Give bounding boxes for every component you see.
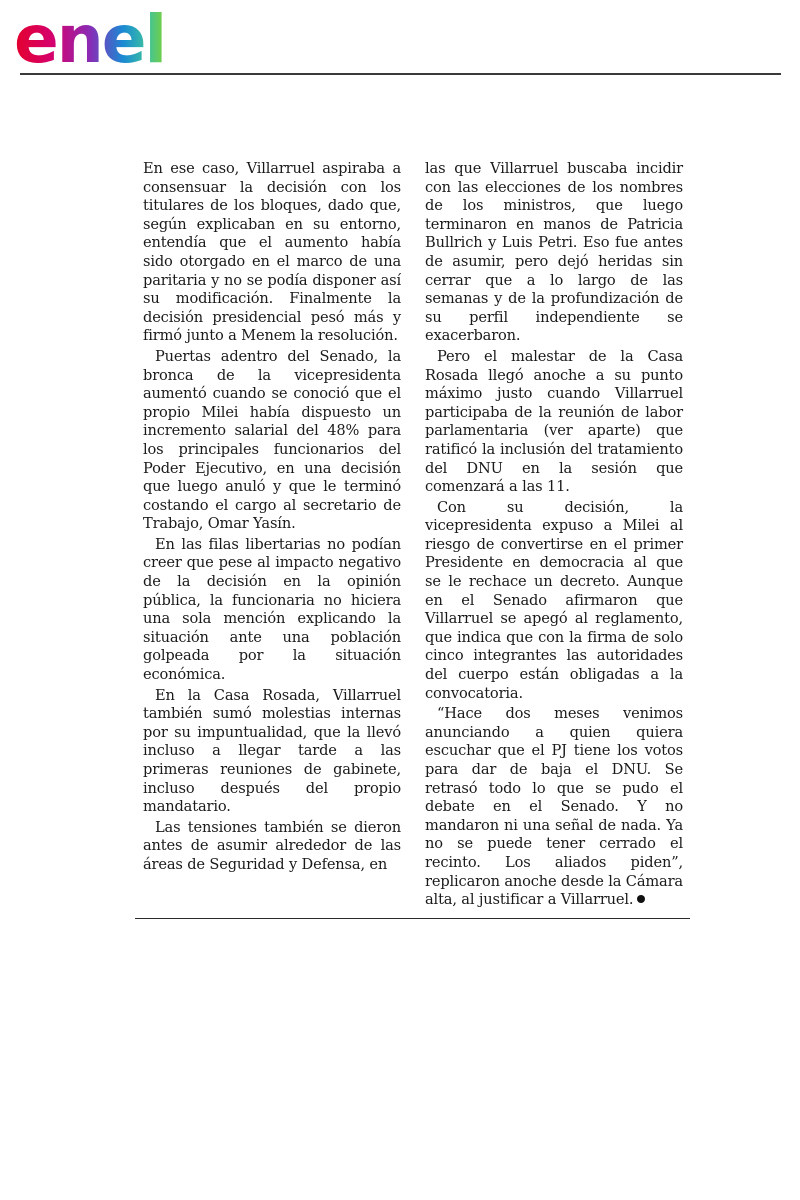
paragraph: Puertas adentro del Senado, la bronca de la vicepresidenta aumentó cuando se conoció que el propio Milei había dispuesto un incremento salarial del 48% para los principales funcionarios del Poder Ejecutivo, en una decisión que luego anuló y que le terminó costando el cargo al secretario de Trabajo, Omar Yasín. [143, 347, 401, 533]
article-body [143, 160, 683, 910]
article-column-left [143, 160, 401, 910]
paragraph: Las tensiones también se dieron antes de asumir alrededor de las áreas de Seguridad y Defensa, en [143, 818, 401, 873]
logo-text: enel [14, 2, 166, 70]
end-of-article-icon [637, 895, 645, 903]
article-column-right [425, 160, 683, 910]
paragraph: En las filas libertarias no podían creer que pese al impacto negativo de la decisión en la opinión pública, la funcionaria no hiciera una sola mención explicando la situación ante una población golpeada por la situación económica. [143, 535, 401, 684]
paragraph: En la Casa Rosada, Villarruel también sumó molestias internas por su impuntualidad, que la llevó incluso a llegar tarde a las primeras reuniones de gabinete, incluso después del propio mandatario. [143, 686, 401, 816]
paragraph: Pero el malestar de la Casa Rosada llegó anoche a su punto máximo justo cuando Villarruel participaba de la reunión de labor parlamentaria (ver aparte) que ratificó la inclusión del tratamiento del DNU en la sesión que comenzará a las 11. [425, 347, 683, 496]
paragraph: las que Villarruel buscaba incidir con las elecciones de los nombres de los ministros, que luego terminaron en manos de Patricia Bullrich y Luis Petri. Eso fue antes de asumir, pero dejó heridas sin cerrar que a lo largo de las semanas y de la profundización de su perfil independiente se exacerbaron. [425, 160, 683, 345]
header-divider [20, 73, 781, 75]
enel-logo [14, 2, 194, 70]
paragraph-text: “Hace dos meses venimos anunciando a quien quiera escuchar que el PJ tiene los votos para dar de baja el DNU. Se retrasó todo lo que se pudo el debate en el Senado. Y no mandaron ni una señal de nada. Ya no se puede tener cerrado el recinto. Los aliados piden”, replicaron anoche desde la Cámara alta, al justificar a Villarruel. [425, 705, 683, 909]
paragraph: En ese caso, Villarruel aspiraba a consensuar la decisión con los titulares de los bloques, dado que, según explicaban en su entorno, entendía que el aumento había sido otorgado en el marco de una paritaria y no se podía disponer así su modificación. Finalmente la decisión presidencial pesó más y firmó junto a Menem la resolución. [143, 160, 401, 345]
enel-logo-mark [14, 2, 194, 70]
footer-divider [135, 918, 690, 919]
paragraph: Con su decisión, la vicepresidenta expuso a Milei al riesgo de convertirse en el primer Presidente en democracia al que se le rechace un decreto. Aunque en el Senado afirmaron que Villarruel se apegó al reglamento, que indica que con la firma de solo cinco integrantes las autoridades del cuerpo están obligadas a la convocatoria. [425, 498, 683, 702]
paragraph-last [425, 705, 683, 910]
